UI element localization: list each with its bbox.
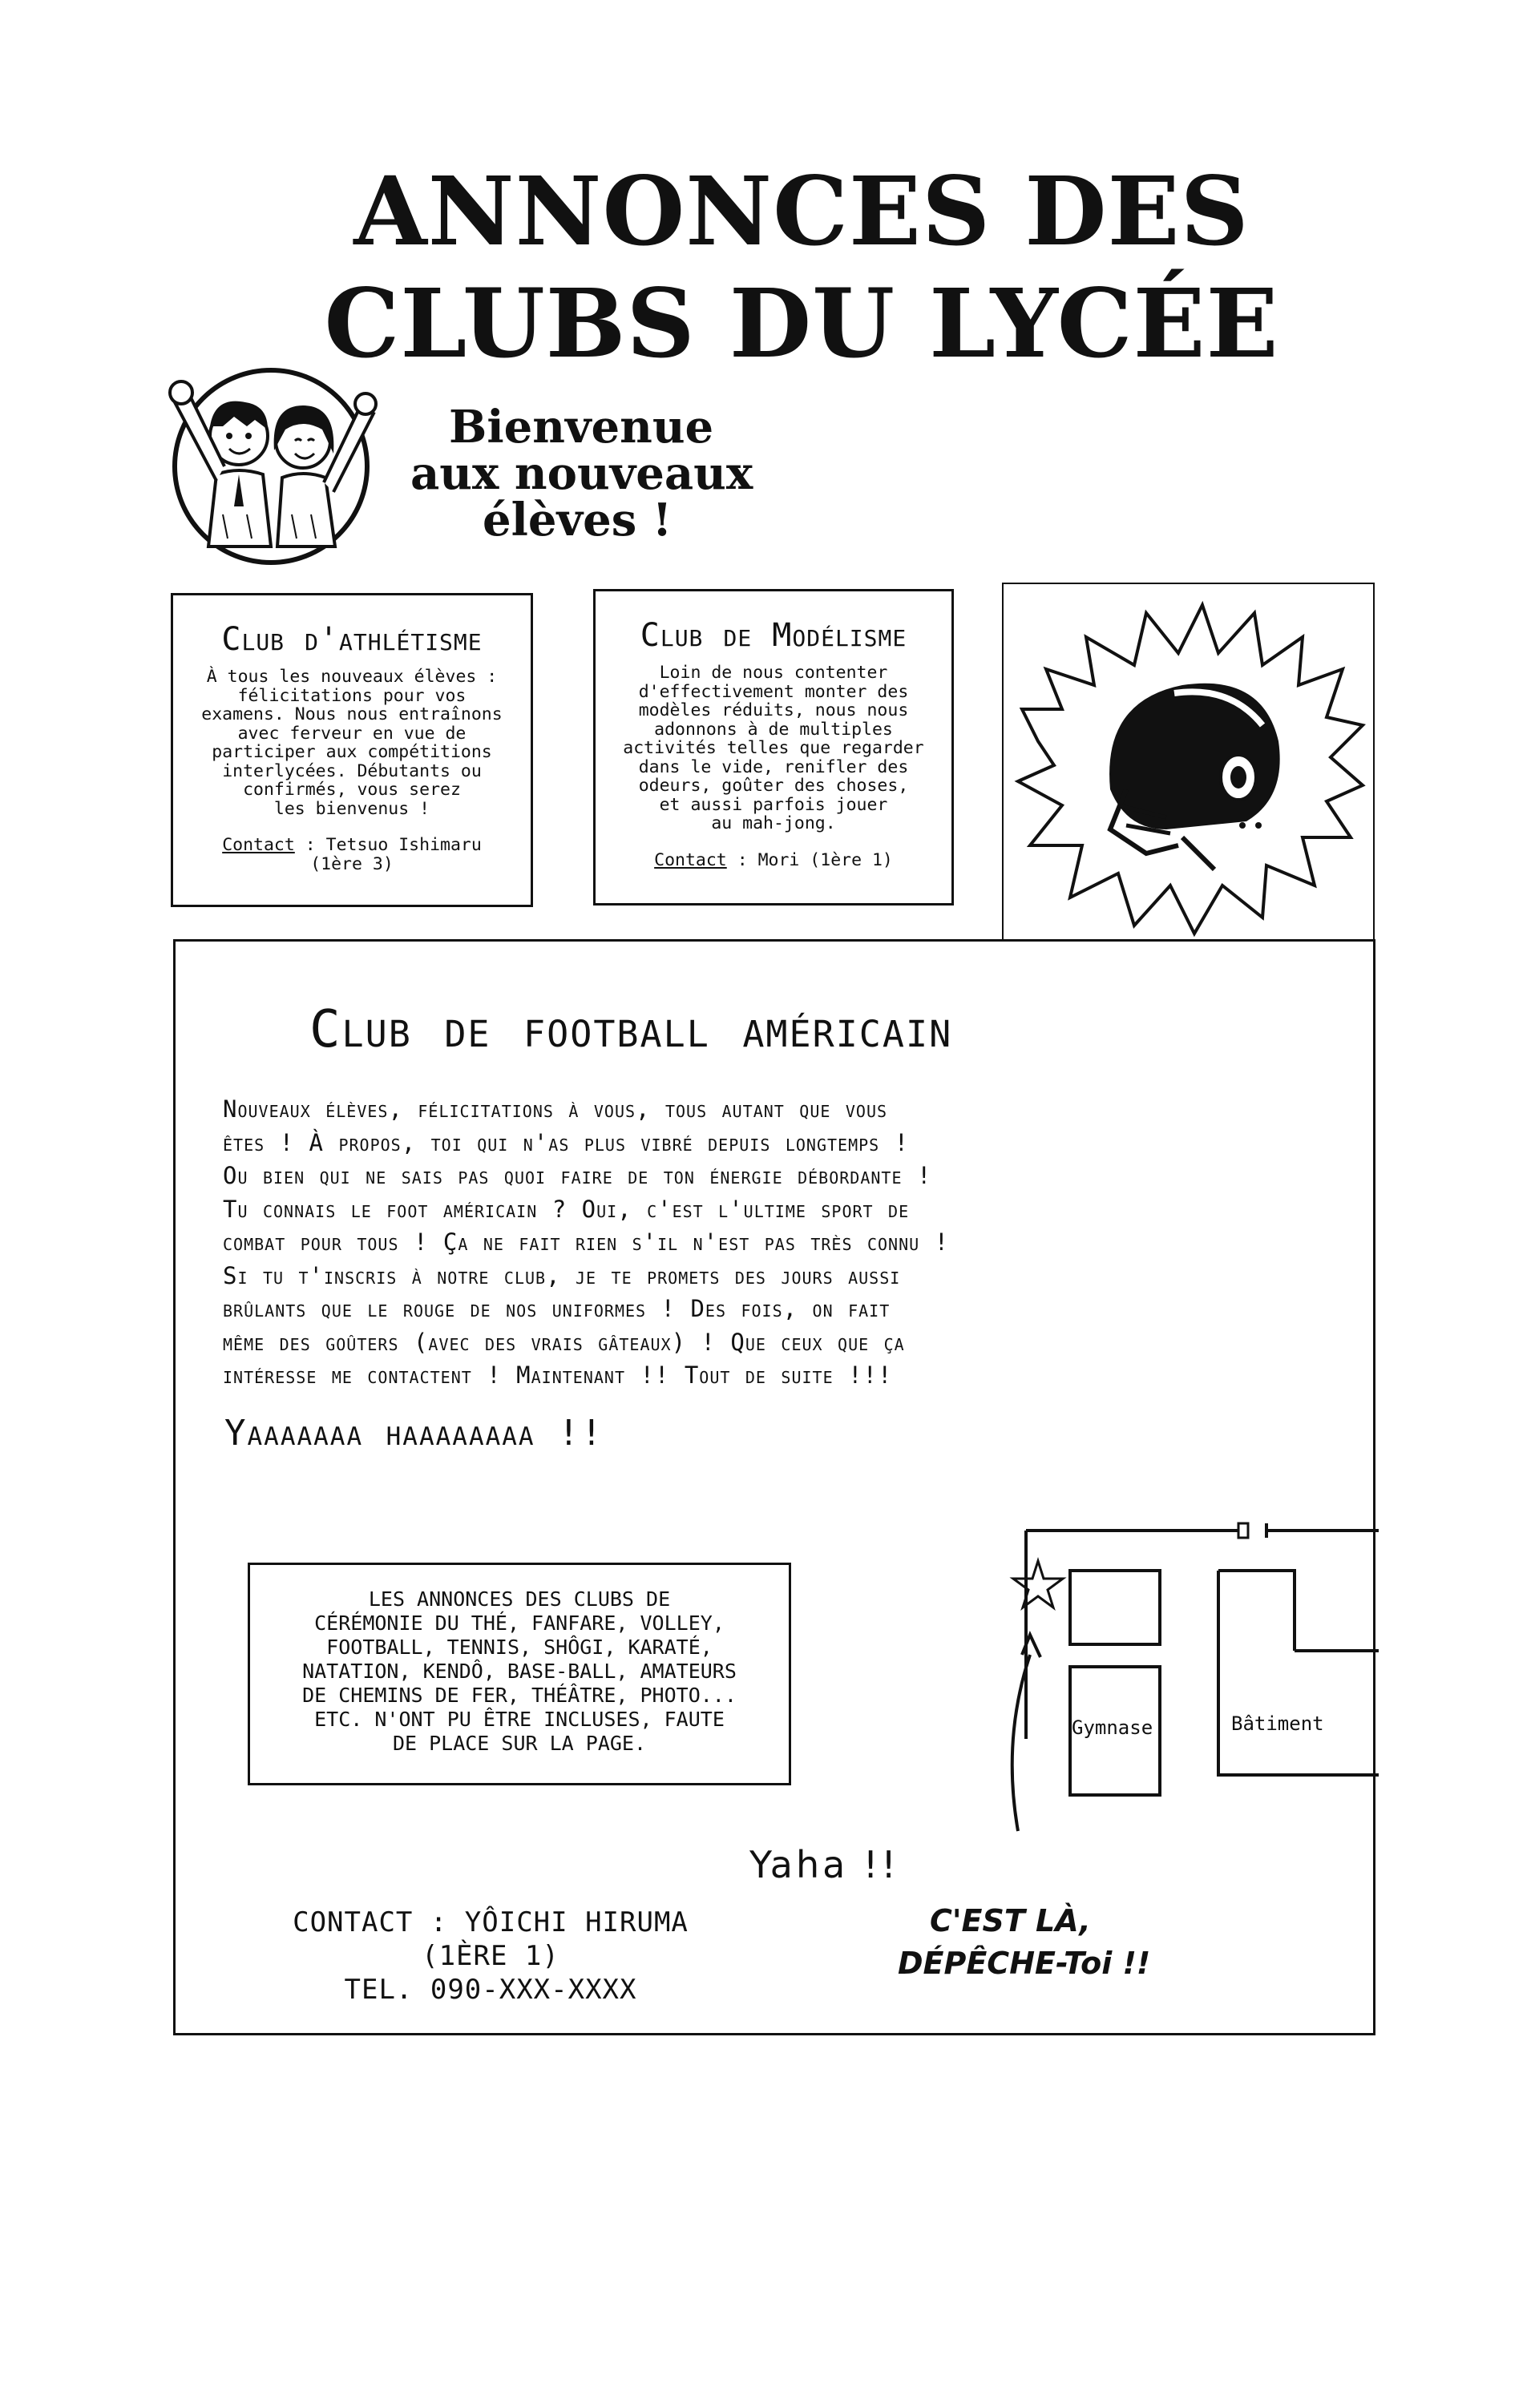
football-contact: CONTACT : YÔICHI HIRUMA (1ÈRE 1) TEL. 090-XXX-XXXX	[293, 1906, 689, 2006]
modeling-contact-value: : Mori (1ère 1)	[726, 849, 893, 870]
page-title-line1: ANNONCES DES	[353, 155, 1250, 267]
football-club-body: Nouveaux élèves, félicitations à vous, tous autant que vous êtes ! À propos, toi qui n'as plus vibré depuis longtemps ! Ou bien qui ne sais pas quoi faire de ton énergie débordante ! Tu connais le foot américain ? Oui, c'est l'ultime sport de combat pour tous ! Ça ne fait rien s'il n'est pas très connu ! Si tu t'inscris à notre club, je te promets des jours aussi brûlants que le rouge de nos uniformes ! Des fois, on fait même des goûters (avec des vrais gâteaux) ! Que ceux que ça intéresse me contactent ! Maintenant !! Tout de suite !!!	[223, 1095, 950, 1389]
welcome-line1: Bienvenue	[449, 401, 714, 454]
yaha-exclamation: Yaha !!	[749, 1843, 899, 1886]
modeling-club-body: Loin de nous contenter d'effectivement monter des modèles réduits, nous nous adonnons à de multiples activités telles que regarder dans le vide, renifler des odeurs, goûter des choses, et aussi parfois jouer au mah-jong.	[623, 663, 924, 833]
handwritten-line2: DÉPÊCHE-Toi !!	[898, 1946, 1151, 1981]
other-clubs-note: LES ANNONCES DES CLUBS DE CÉRÉMONIE DU THÉ, FANFARE, VOLLEY, FOOTBALL, TENNIS, SHÔGI, KARATÉ, NATATION, KENDÔ, BASE-BALL, AMATEURS DE CHEMINS DE FER, THÉÂTRE, PHOTO... ETC. N'ONT PU ÊTRE INCLUSES, FAUTE DE PLACE SUR LA PAGE.	[302, 1587, 737, 1755]
athletics-contact-label: Contact	[222, 835, 295, 855]
football-club-title: Club de football américain	[309, 1000, 953, 1059]
map-label-gym: Gymnase	[1072, 1716, 1153, 1739]
handwritten-line1: C'EST LÀ,	[930, 1903, 1091, 1938]
welcome-line3: élèves !	[483, 494, 673, 547]
modeling-contact	[596, 851, 951, 870]
welcome-line2: aux nouveaux	[410, 447, 753, 500]
athletics-club-title: Club d'athlétisme	[221, 621, 483, 658]
athletics-contact	[173, 836, 531, 873]
football-club-shout: Yaaaaaaa haaaaaaaa !!	[224, 1413, 604, 1454]
athletics-club-box	[171, 593, 533, 907]
modeling-club-box	[593, 589, 954, 906]
athletics-club-body: À tous les nouveaux élèves : félicitations pour vos examens. Nous nous entraînons avec ferveur en vue de participer aux compétitions interlycées. Débutants ou confirmés, vous serez les bienvenus !	[201, 667, 503, 819]
modeling-club-title: Club de Modélisme	[640, 617, 907, 654]
school-map-sketch	[946, 1507, 1379, 1859]
modeling-contact-label: Contact	[654, 849, 727, 870]
athletics-contact-value: : Tetsuo Ishimaru (1ère 3)	[305, 835, 482, 874]
map-label-building: Bâtiment	[1231, 1712, 1324, 1735]
football-helmet-icon	[1006, 589, 1371, 950]
students-illustration	[151, 346, 391, 571]
other-clubs-note-box	[248, 1563, 791, 1785]
page-title-line2: CLUBS DU LYCÉE	[324, 268, 1279, 379]
